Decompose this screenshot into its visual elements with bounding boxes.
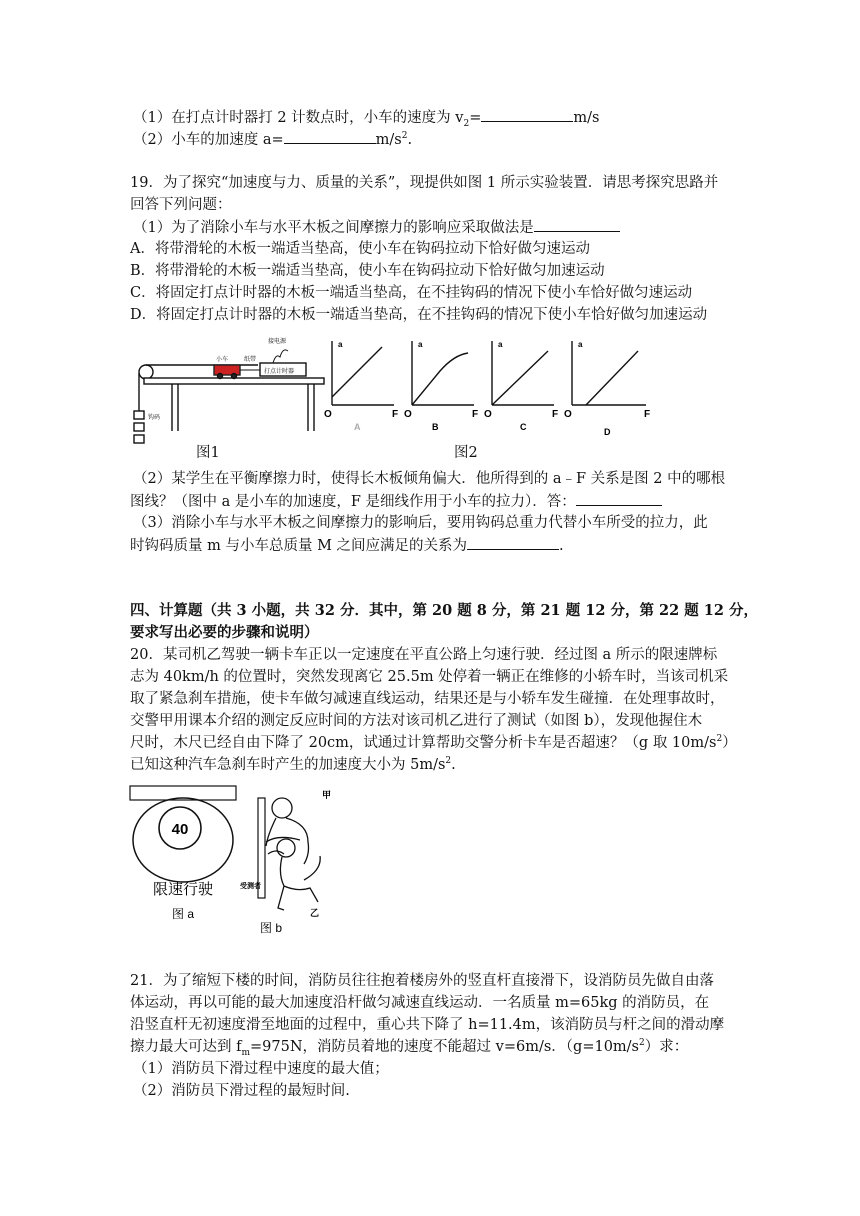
graph-a-x: F bbox=[392, 409, 399, 420]
graph-a-origin: O bbox=[324, 409, 332, 420]
reaction-test-figure bbox=[238, 784, 338, 936]
q20-line3: 取了紧急刹车措施，使卡车做匀减速直线运动，结果还是与小轿车发生碰撞．在处理事故时， bbox=[130, 691, 725, 707]
figure1-caption: 图1 bbox=[196, 445, 220, 461]
label-tape: 纸带 bbox=[244, 357, 257, 363]
q19-intro-line1: 19．为了探究“加速度与力、质量的关系”，现提供如图 1 所示实验装置．请思考探究思路并 bbox=[130, 175, 719, 191]
q20-line6-sup: 2 bbox=[445, 756, 452, 767]
q19-sub2-line2 bbox=[130, 490, 662, 513]
graph-d-x: F bbox=[644, 409, 651, 420]
sign-text: 限速行驶 bbox=[152, 881, 214, 898]
label-yi: 乙 bbox=[310, 908, 320, 918]
graph-a-line bbox=[332, 347, 382, 397]
fig-b-caption: 图 b bbox=[260, 921, 283, 935]
cart-icon bbox=[214, 365, 240, 375]
q20-line2: 志为 40km/h 的位置时，突然发现离它 25.5m 处停着一辆正在维修的小轿车时，当该司机采 bbox=[130, 669, 729, 685]
q21-line4-sup: 2 bbox=[639, 1038, 645, 1049]
q21-sub2: （2）消防员下滑过程的最短时间. bbox=[133, 1083, 350, 1099]
q19-option-a: A．将带滑轮的木板一端适当垫高，使小车在钩码拉动下恰好做匀速运动 bbox=[130, 241, 590, 257]
q18-sub2-end: . bbox=[407, 132, 413, 148]
q18-sub1-subscript: 2 bbox=[463, 118, 470, 129]
q21-line4-text: 擦力最大可达到 f bbox=[130, 1039, 242, 1055]
q18-sub1-text: （1）在打点计时器打 2 计数点时，小车的速度为 v bbox=[133, 110, 464, 126]
q20-line6 bbox=[130, 754, 456, 776]
q19-sub2-line1: （2）某学生在平衡摩擦力时，使得长木板倾角偏大．他所得到的 a﹣F 关系是图 2 中的哪根 bbox=[133, 471, 726, 487]
q21-line4-sub: m bbox=[241, 1047, 251, 1058]
q19-sub3-text: 时钩码质量 m 与小车总质量 M 之间应满足的关系为 bbox=[130, 538, 468, 554]
q19-sub3-line2 bbox=[130, 534, 564, 557]
hook-weight-icon bbox=[134, 411, 144, 419]
q20-line1: 20．某司机乙驾驶一辆卡车正以一定速度在平直公路上匀速行驶．经过图 a 所示的限速牌标 bbox=[130, 647, 718, 663]
q19-sub1-text: （1）为了消除小车与水平木板之间摩擦力的影响应采取做法是 bbox=[133, 220, 534, 236]
section4-title-line1: 四、计算题（共 3 小题，共 32 分．其中，第 20 题 8 分，第 21 题 12 分，第 22 题 12 分， bbox=[130, 602, 759, 619]
graph-d-y: a bbox=[578, 340, 583, 349]
q19-sub2-text: 图线？（图中 a 是小车的加速度，F 是细线作用于小车的拉力）．答： bbox=[130, 494, 576, 510]
label-tested: 受测者 bbox=[240, 883, 261, 890]
graph-a-y: a bbox=[338, 340, 343, 349]
q18-sub2-text: （2）小车的加速度 a= bbox=[133, 132, 284, 148]
q18-sub1-eq: = bbox=[469, 110, 482, 126]
q20-line4: 交警甲用课本介绍的测定反应时间的方法对该司机乙进行了测试（如图 b），发现他握住木 bbox=[130, 713, 703, 729]
q18-sub2-sup: 2 bbox=[401, 131, 408, 142]
graph-b-y: a bbox=[418, 340, 423, 349]
q19-sub1 bbox=[133, 216, 620, 239]
q21-line2: 体运动，再以可能的最大加速度沿杆做匀减速直线运动．一名质量 m=65kg 的消防员，在 bbox=[130, 995, 710, 1011]
answer-blank[interactable] bbox=[481, 106, 573, 122]
q19-intro-line2: 回答下列问题： bbox=[130, 197, 232, 213]
graph-c-letter: C bbox=[520, 422, 527, 432]
q21-line4-end: ）求： bbox=[644, 1039, 689, 1055]
fig-a-caption: 图 a bbox=[171, 907, 195, 921]
answer-blank[interactable] bbox=[534, 216, 620, 232]
q19-sub3-end: . bbox=[559, 538, 564, 554]
apparatus-figure bbox=[134, 350, 324, 443]
answer-blank[interactable] bbox=[576, 490, 662, 506]
q20-line6-end: . bbox=[451, 757, 456, 773]
label-power: 接电源 bbox=[268, 339, 287, 345]
graph-c-origin: O bbox=[484, 409, 492, 420]
section4-title-line2: 要求写出必要的步骤和说明） bbox=[130, 624, 319, 641]
q19-option-c: C．将固定打点计时器的木板一端适当垫高，在不挂钩码的情况下使小车恰好做匀速运动 bbox=[130, 285, 693, 301]
q21-line3: 沿竖直杆无初速度滑至地面的过程中，重心共下降了 h=11.4m，该消防员与杆之间的滑动摩 bbox=[130, 1017, 725, 1033]
q21-line4 bbox=[130, 1036, 688, 1058]
graph-b-origin: O bbox=[404, 409, 412, 420]
answer-blank[interactable] bbox=[284, 128, 376, 144]
graph-d bbox=[564, 340, 650, 437]
label-timer: 打点计时器 bbox=[264, 369, 295, 375]
graph-b-curve bbox=[412, 353, 468, 405]
q18-sub1-unit: m/s bbox=[573, 110, 600, 126]
graph-a-letter: A bbox=[354, 422, 361, 432]
q20-line5-text: 尺时，木尺已经自由下降了 20cm，试通过计算帮助交警分析卡车是否超速？（g 取 10m/s bbox=[130, 735, 717, 751]
q20-line5-end: ） bbox=[722, 735, 737, 751]
q19-option-b: B．将带滑轮的木板一端适当垫高，使小车在钩码拉动下恰好做匀加速运动 bbox=[130, 263, 605, 279]
q21-line4-mid: =975N，消防员着地的速度不能超过 v=6m/s．（g=10m/s bbox=[250, 1039, 640, 1055]
sign-number: 40 bbox=[171, 821, 189, 838]
graph-c-y: a bbox=[498, 340, 503, 349]
graph-b-x: F bbox=[472, 409, 479, 420]
q20-line5-sup: 2 bbox=[716, 734, 723, 745]
answer-blank[interactable] bbox=[467, 534, 559, 550]
person-jia-icon bbox=[272, 798, 292, 818]
q19-option-d: D．将固定打点计时器的木板一端适当垫高，在不挂钩码的情况下使小车恰好做匀加速运动 bbox=[130, 307, 708, 323]
label-hook: 钩码 bbox=[148, 415, 161, 421]
graph-b-letter: B bbox=[432, 422, 439, 432]
pulley-icon bbox=[139, 365, 153, 379]
figure2-caption: 图2 bbox=[454, 445, 478, 461]
graph-d-letter: D bbox=[604, 427, 611, 437]
q19-sub3-line1: （3）消除小车与水平木板之间摩擦力的影响后，要用钩码总重力代替小车所受的拉力，此 bbox=[133, 515, 708, 531]
graph-a bbox=[324, 340, 398, 432]
speed-limit-sign-icon bbox=[133, 798, 233, 882]
graph-c-x: F bbox=[552, 409, 559, 420]
q20-line6-text: 已知这种汽车急刹车时产生的加速度大小为 5m/s bbox=[130, 757, 446, 773]
q21-sub1: （1）消防员下滑过程中速度的最大值； bbox=[133, 1061, 389, 1077]
q20-line5 bbox=[130, 732, 737, 754]
q18-sub2-unit: m/s bbox=[375, 132, 402, 148]
graph-d-origin: O bbox=[564, 409, 572, 420]
label-cart: 小车 bbox=[216, 357, 229, 363]
person-yi-icon bbox=[277, 839, 295, 857]
graph-c bbox=[484, 340, 558, 432]
q18-sub2 bbox=[133, 128, 412, 151]
graph-b bbox=[404, 340, 478, 432]
label-jia: 甲 bbox=[322, 790, 332, 800]
q21-line1: 21．为了缩短下楼的时间，消防员往往抱着楼房外的竖直杆直接滑下，设消防员先做自由落 bbox=[130, 973, 714, 989]
q18-sub1 bbox=[133, 106, 599, 129]
graph-c-line bbox=[492, 351, 548, 405]
graph-d-line bbox=[586, 351, 638, 405]
speed-limit-figure bbox=[128, 784, 240, 924]
